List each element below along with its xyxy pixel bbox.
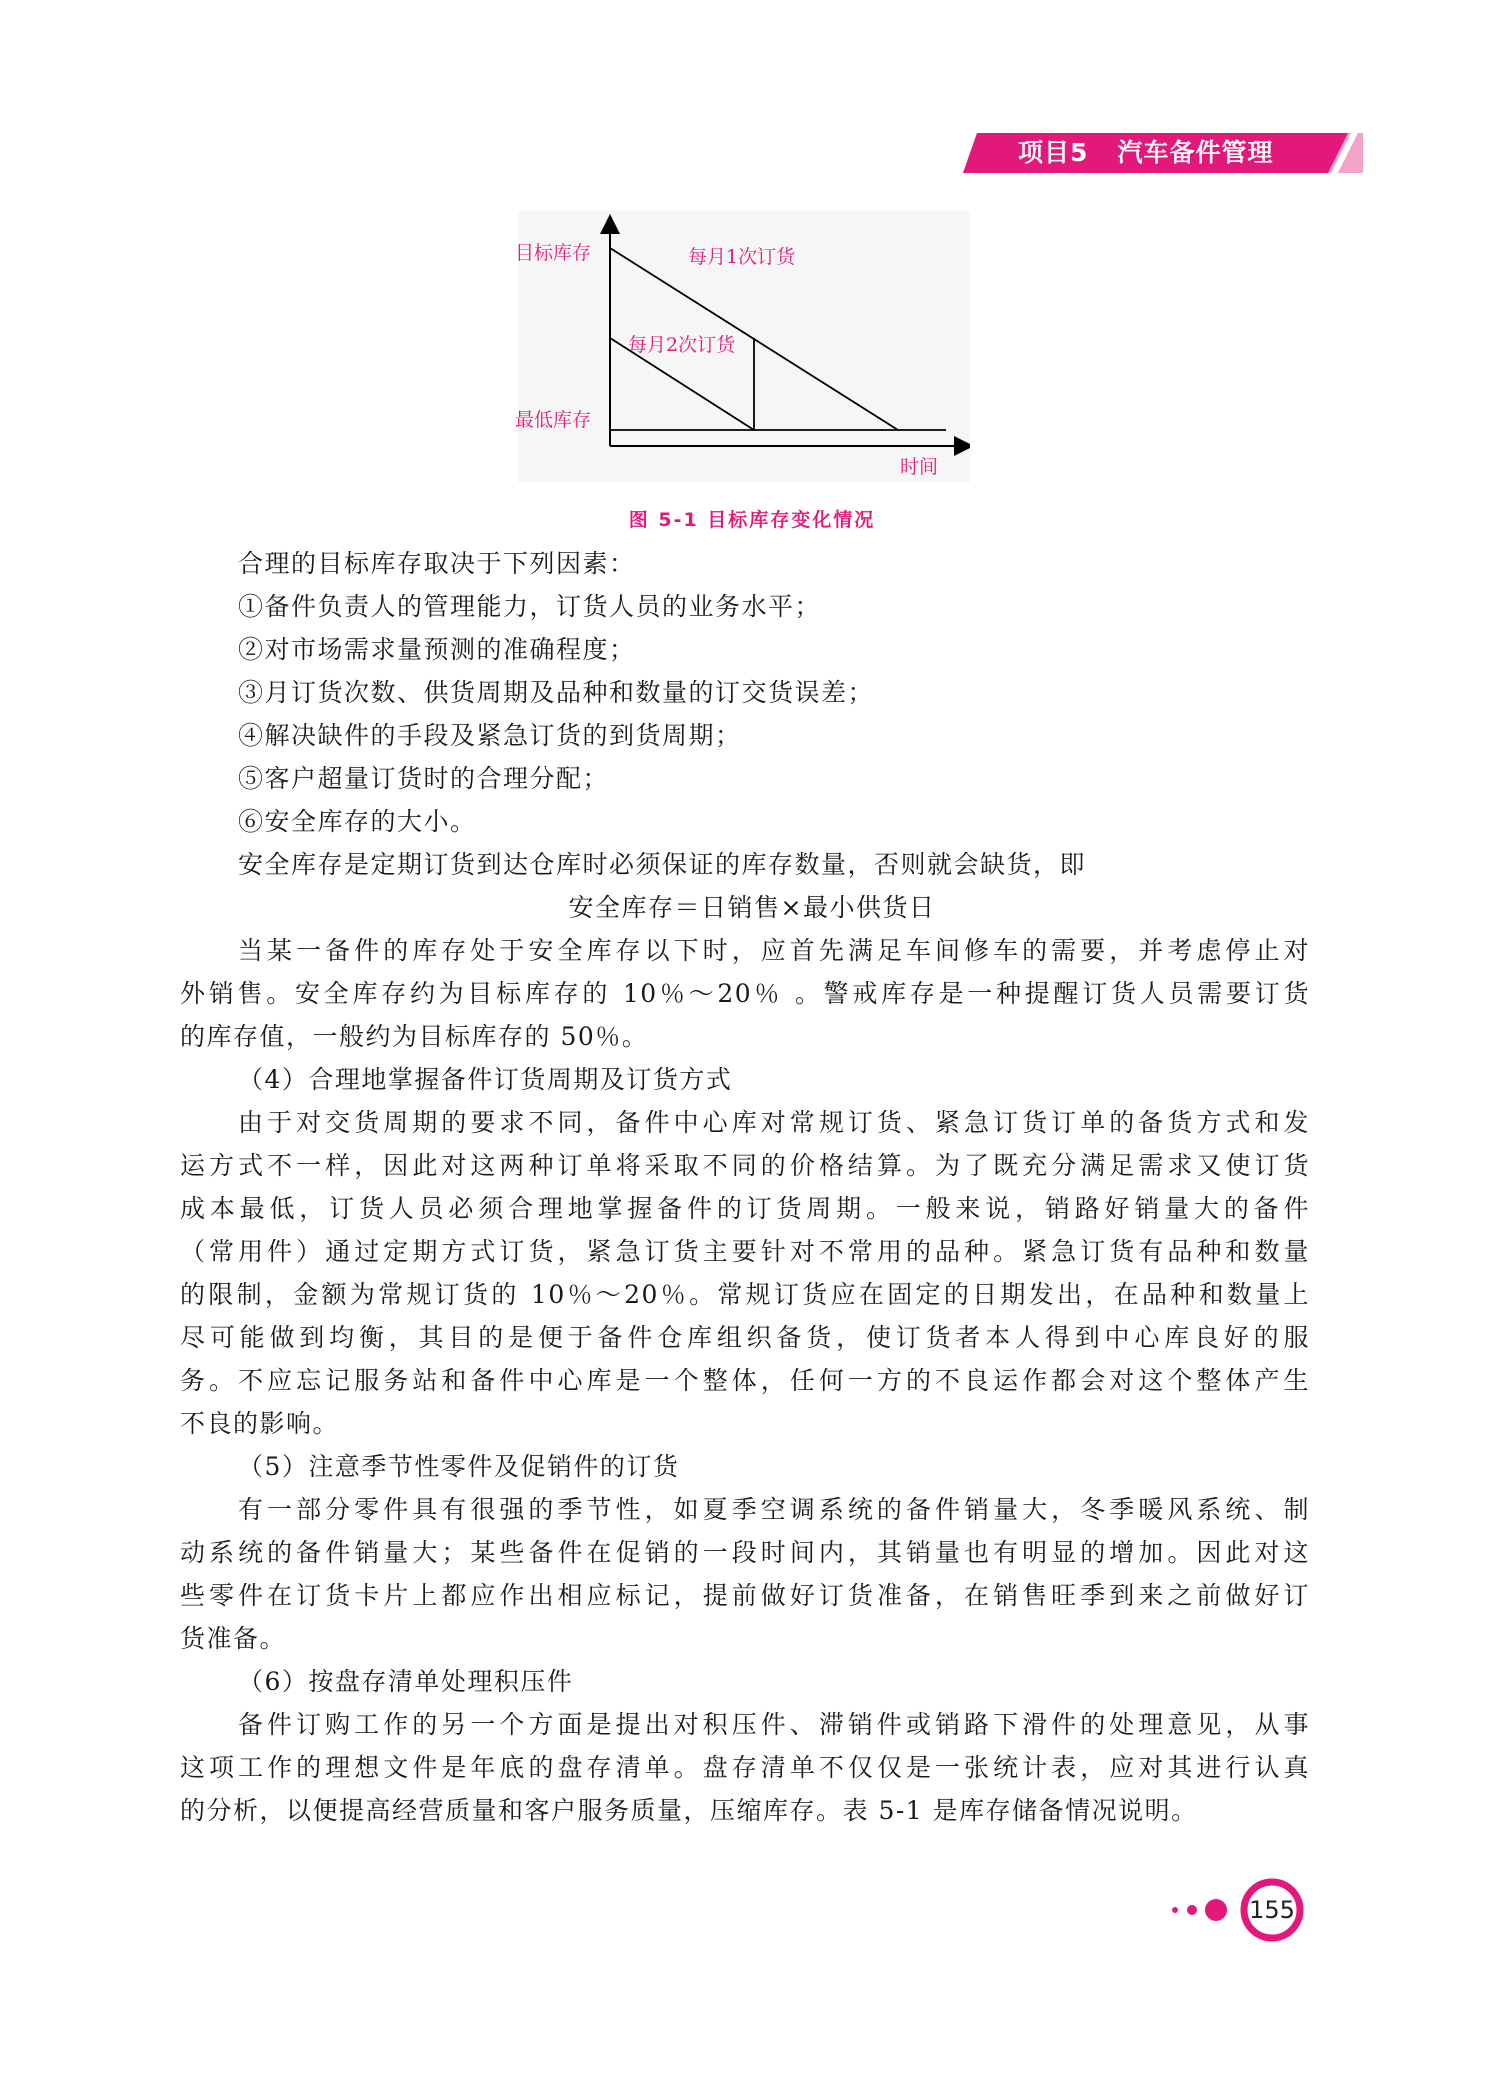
section-heading: （5）注意季节性零件及促销件的订货 (238, 1452, 680, 1481)
paragraph-line: 成本最低，订货人员必须合理地掌握备件的订货周期。一般来说，销路好销量大的备件 (180, 1194, 1310, 1223)
paragraph-line: 由于对交货周期的要求不同，备件中心库对常规订货、紧急订货订单的备货方式和发 (238, 1108, 1310, 1137)
target-stock-figure (515, 210, 970, 482)
list-item: ⑥安全库存的大小。 (238, 807, 477, 836)
time-axis-label: 时间 (900, 456, 939, 478)
paragraph-line: 动系统的备件销量大；某些备件在促销的一段时间内，其销量也有明显的增加。因此对这 (180, 1538, 1310, 1567)
section-heading: （6）按盘存清单处理积压件 (238, 1667, 574, 1696)
section-heading: （4）合理地掌握备件订货周期及订货方式 (238, 1065, 733, 1094)
paragraph-line: 些零件在订货卡片上都应作出相应标记，提前做好订货准备，在销售旺季到来之前做好订 (180, 1581, 1310, 1610)
paragraph-line: 货准备。 (180, 1624, 287, 1653)
dot-small-icon (1172, 1907, 1178, 1913)
list-item: ①备件负责人的管理能力，订货人员的业务水平； (238, 592, 822, 621)
formula: 安全库存＝日销售×最小供货日 (568, 893, 936, 922)
paragraph-line: 有一部分零件具有很强的季节性，如夏季空调系统的备件销量大，冬季暖风系统、制 (238, 1495, 1310, 1524)
paragraph-line: 当某一备件的库存处于安全库存以下时，应首先满足车间修车的需要，并考虑停止对 (238, 936, 1310, 965)
section-title: 项目5 汽车备件管理 (1018, 138, 1274, 167)
figure-caption: 图 5-1 目标库存变化情况 (628, 509, 876, 531)
paragraph-line: 务。不应忘记服务站和备件中心库是一个整体，任何一方的不良运作都会对这个整体产生 (180, 1366, 1310, 1395)
list-item: ②对市场需求量预测的准确程度； (238, 635, 636, 664)
paragraph-line: 外销售。安全库存约为目标库存的 10％～20％ 。警戒库存是一种提醒订货人员需要订货 (180, 979, 1310, 1008)
paragraph-line: 这项工作的理想文件是年底的盘存清单。盘存清单不仅仅是一张统计表，应对其进行认真 (180, 1753, 1310, 1782)
paragraph-line: 的限制，金额为常规订货的 10％～20％。常规订货应在固定的日期发出，在品种和数量上 (180, 1280, 1310, 1309)
list-item: ③月订货次数、供货周期及品种和数量的订交货误差； (238, 678, 875, 707)
paragraph-line: 合理的目标库存取决于下列因素： (238, 549, 636, 578)
dot-large-icon (1205, 1899, 1227, 1921)
paragraph-line: 安全库存是定期订货到达仓库时必须保证的库存数量，否则就会缺货，即 (238, 850, 1087, 879)
dot-medium-icon (1187, 1905, 1197, 1915)
paragraph-line: 运方式不一样，因此对这两种订单将采取不同的价格结算。为了既充分满足需求又使订货 (180, 1151, 1310, 1180)
list-item: ⑤客户超量订货时的合理分配； (238, 764, 610, 793)
min-stock-label: 最低库存 (515, 409, 592, 431)
paragraph-line: 的库存值，一般约为目标库存的 50％。 (180, 1022, 649, 1051)
paragraph-line: 备件订购工作的另一个方面是提出对积压件、滞销件或销路下滑件的处理意见，从事 (238, 1710, 1310, 1739)
once-monthly-label: 每月1次订货 (688, 246, 796, 268)
twice-monthly-label: 每月2次订货 (628, 334, 736, 356)
paragraph-line: 尽可能做到均衡，其目的是便于备件仓库组织备货，使订货者本人得到中心库良好的服 (180, 1323, 1310, 1352)
page-number: 155 (1249, 1896, 1295, 1924)
list-item: ④解决缺件的手段及紧急订货的到货周期； (238, 721, 742, 750)
paragraph-line: （常用件）通过定期方式订货，紧急订货主要针对不常用的品种。紧急订货有品种和数量 (180, 1237, 1310, 1266)
paragraph-line: 的分析，以便提高经营质量和客户服务质量，压缩库存。表 5-1 是库存储备情况说明。 (180, 1796, 1198, 1825)
target-stock-label: 目标库存 (515, 242, 592, 264)
paragraph-line: 不良的影响。 (180, 1409, 340, 1438)
